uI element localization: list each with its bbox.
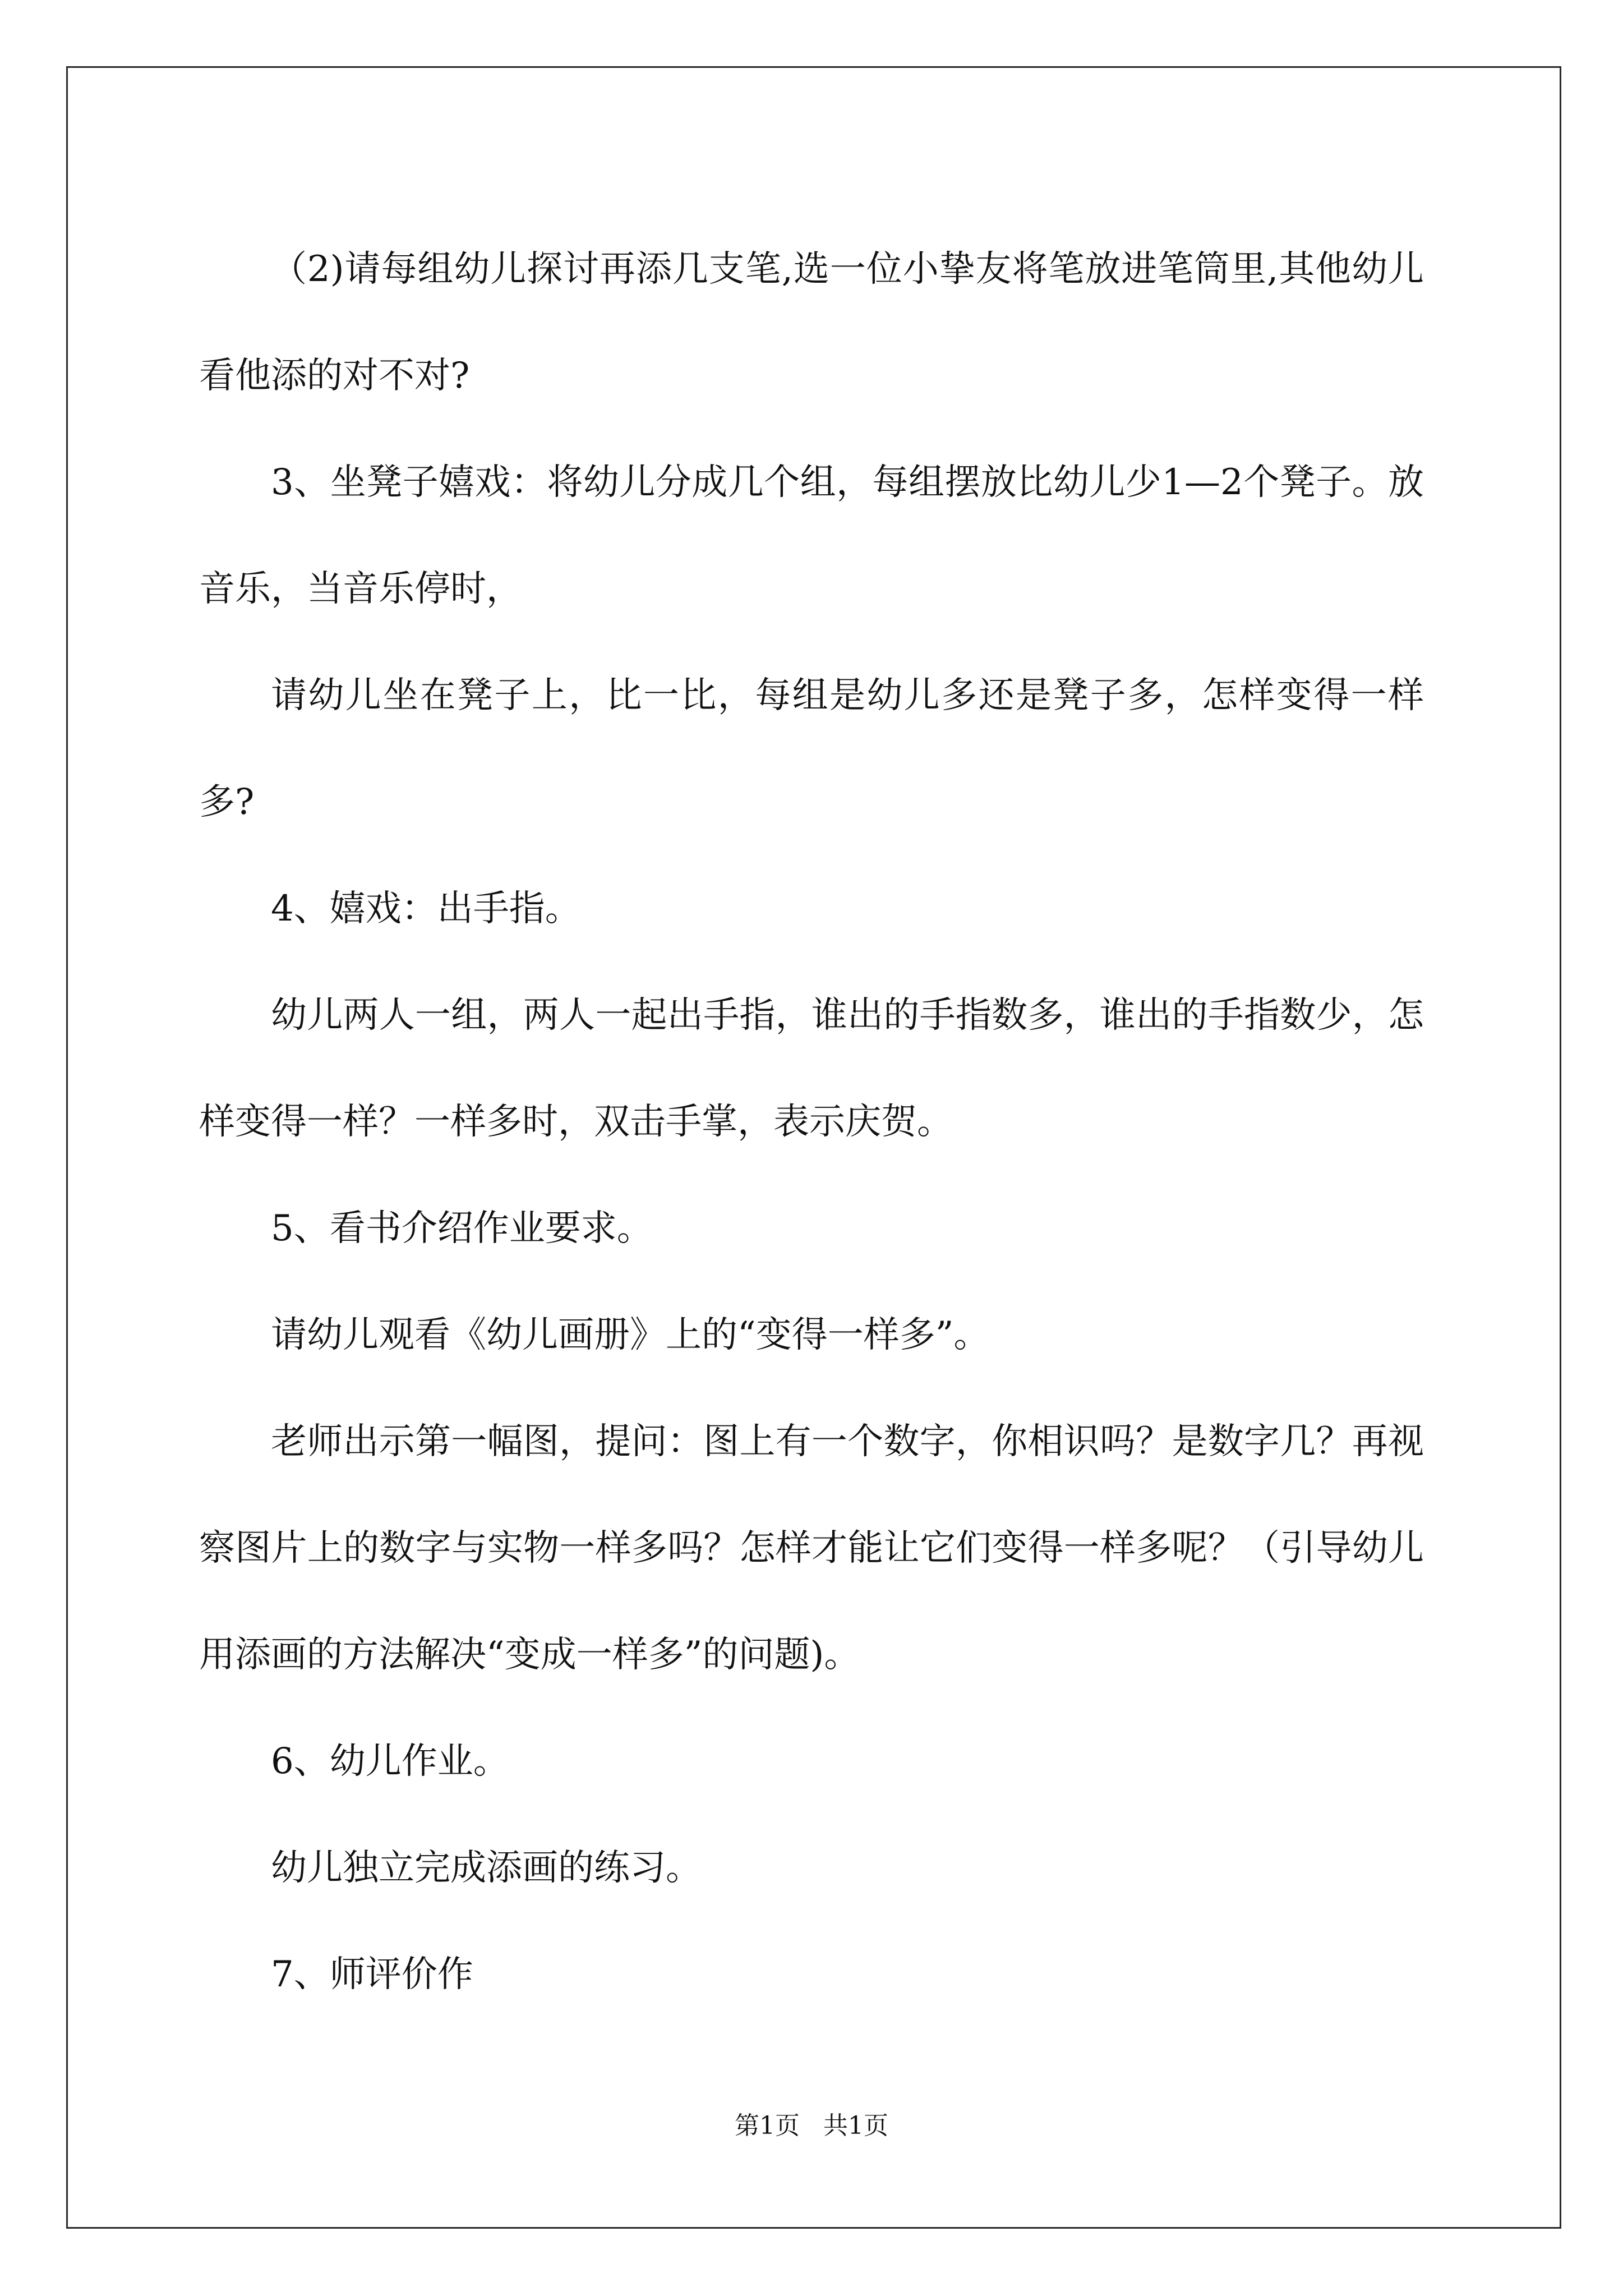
paragraph: 请幼儿观看《幼儿画册》上的“变得一样多”。 [271,1314,990,1356]
paragraph: 6、幼儿作业。 [271,1741,509,1782]
paragraph: 3、坐凳子嬉戏：将幼儿分成几个组，每组摆放比幼儿少1—2个凳子。放音乐，当音乐停时， [199,462,1424,610]
document-body [199,216,1424,2028]
page-footer [0,2109,1623,2143]
paragraph: 幼儿两人一组，两人一起出手指，谁出的手指数多，谁出的手指数少，怎样变得一样？一样多时，双击手掌，表示庆贺。 [199,995,1424,1143]
paragraph: 老师出示第一幅图，提问：图上有一个数字，你相识吗？是数字几？再视察图片上的数字与实物一样多吗？怎样才能让它们变得一样多呢？（引导幼儿用添画的方法解决“变成一样多”的问题)。 [199,1421,1424,1676]
paragraph: 4、嬉戏：出手指。 [271,888,581,930]
paragraph: 幼儿独立完成添画的练习。 [271,1847,702,1889]
paragraph: 请幼儿坐在凳子上，比一比，每组是幼儿多还是凳子多，怎样变得一样多? [199,675,1424,823]
page-number: 第1页 [735,2111,800,2140]
paragraph: 7、师评价作 [271,1954,473,1995]
paragraph: 5、看书介绍作业要求。 [271,1208,653,1249]
paragraph: （2)请每组幼儿探讨再添几支笔,选一位小挚友将笔放进笔筒里,其他幼儿看他添的对不对? [199,249,1424,397]
page-total: 共1页 [823,2111,888,2140]
